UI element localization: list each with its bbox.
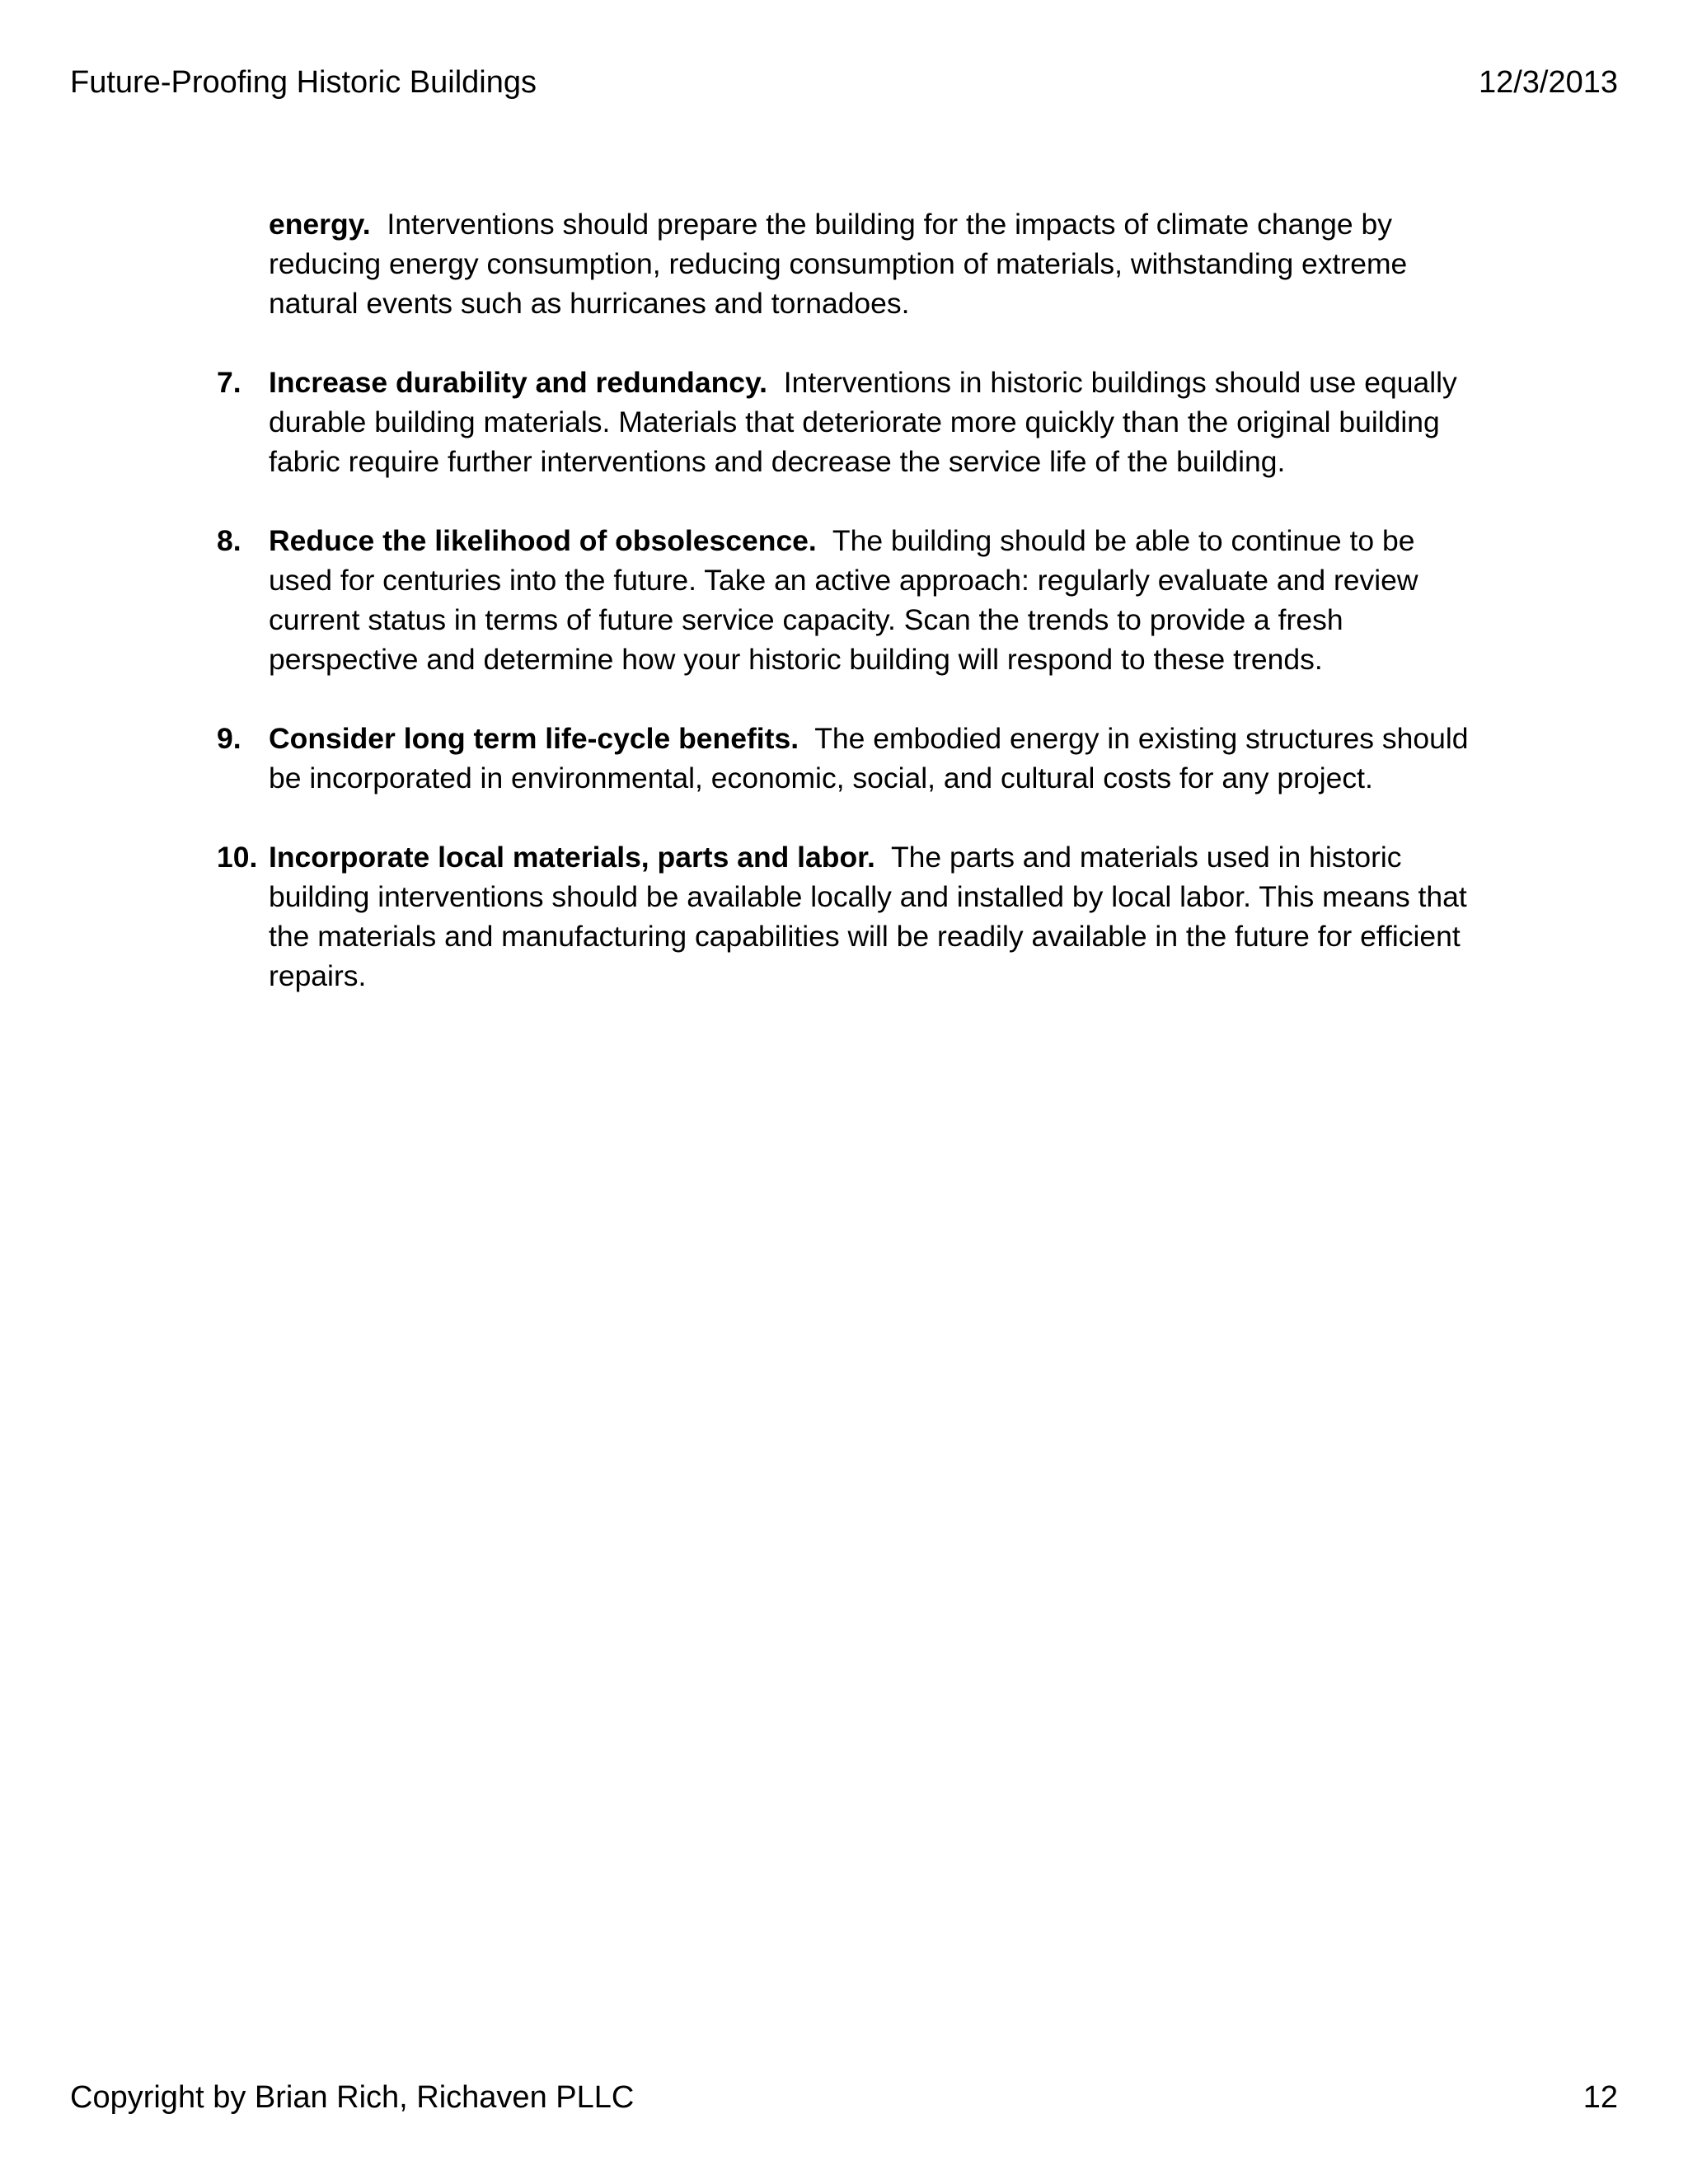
list-item bbox=[217, 837, 1470, 996]
list-item-lead: Consider long term life-cycle benefits. bbox=[269, 722, 799, 755]
list-item bbox=[217, 521, 1470, 679]
list-item bbox=[217, 719, 1470, 798]
list-item-lead: Incorporate local materials, parts and labor. bbox=[269, 841, 875, 874]
document-title: Future-Proofing Historic Buildings bbox=[70, 65, 537, 100]
paragraph-lead: energy. bbox=[269, 208, 371, 241]
page-number: 12 bbox=[1582, 2080, 1618, 2115]
paragraph-text: Interventions should prepare the building for the impacts of climate change by reducing energy consumption, reducing consumption of materials, withstanding extreme natural events such as hurricanes and tornadoes. bbox=[269, 208, 1408, 320]
page-footer bbox=[70, 2076, 1618, 2119]
continuation-paragraph bbox=[217, 204, 1470, 323]
list-item-text: The building should be able to continue to be used for centuries into the future. Take an active approach: regularly evaluate and review current status in terms of future service capacity. Scan the trends to provide a fresh perspective and determine how your historic building will respond to these trends. bbox=[269, 524, 1418, 676]
document-date: 12/3/2013 bbox=[1478, 65, 1618, 100]
page-header bbox=[70, 61, 1618, 104]
list-item-lead: Reduce the likelihood of obsolescence. bbox=[269, 524, 817, 557]
copyright-notice: Copyright by Brian Rich, Richaven PLLC bbox=[70, 2080, 635, 2115]
list-item-text: The embodied energy in existing structures should be incorporated in environmental, economic, social, and cultural costs for any project. bbox=[269, 722, 1469, 794]
list-item-number: 7. bbox=[217, 366, 241, 399]
list-item bbox=[217, 363, 1470, 481]
document-body bbox=[217, 204, 1470, 1035]
list-item-text: The parts and materials used in historic building interventions should be available locally and installed by local labor. This means that the materials and manufacturing capabilities will be readily available in the future for efficient repairs. bbox=[269, 841, 1467, 992]
list-item-number: 10. bbox=[217, 841, 258, 874]
list-item-number: 8. bbox=[217, 524, 241, 557]
list-item-lead: Increase durability and redundancy. bbox=[269, 366, 767, 399]
list-item-text: Interventions in historic buildings should use equally durable building materials. Materials that deteriorate more quickly than the original building fabric require further interventions and decrease the service life of the building. bbox=[269, 366, 1457, 478]
list-item-number: 9. bbox=[217, 722, 241, 755]
